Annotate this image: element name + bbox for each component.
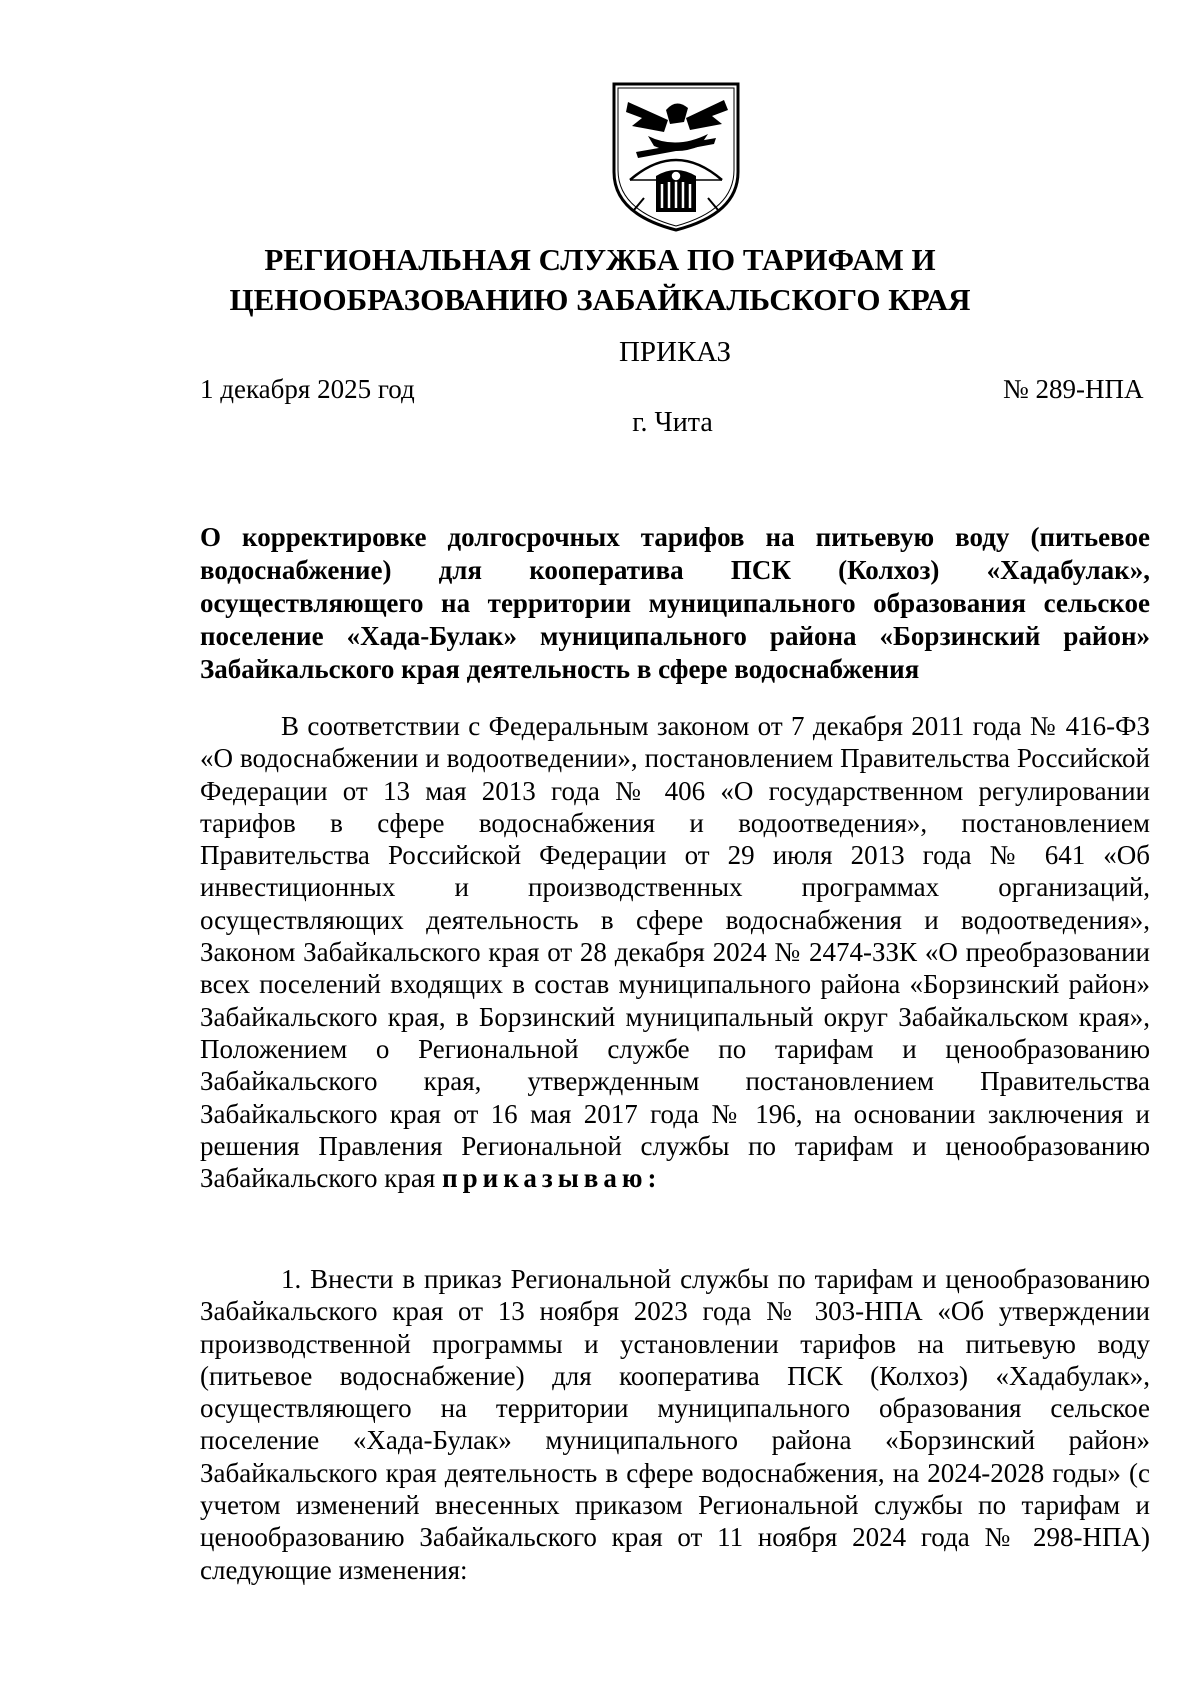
order-date: 1 декабря 2025 год [200, 374, 415, 404]
order-verb: приказываю: [442, 1163, 662, 1194]
order-item-1: 1. Внести в приказ Региональной службы по тарифам и ценообразованию Забайкальского края от 13 ноября 2023 года № 303-НПА «Об утверждении производственной программы и установлении тарифов на питьевую воду (питьевое водоснабжение) для кооператива ПСК (Колхоз) «Хадабулак», осуществляющего на территории муниципального образования сельское поселение «Хада-Булак» муниципального района «Борзинский район» Забайкальского края деятельность в сфере водоснабжения, на 2024-2028 годы» (с учетом изменений внесенных приказом Региональной службы по тарифам и ценообразованию Забайкальского края от 11 ноября 2024 года № 298-НПА) следующие изменения: [200, 1264, 1150, 1585]
document-type: ПРИКАЗ [618, 336, 732, 368]
order-subject: О корректировке долгосрочных тарифов на питьевую воду (питьевое водоснабжение) для кооператива ПСК (Колхоз) «Хадабулак», осуществляющего на территории муниципального образования сельское поселение «Хада-Булак» муниципального района «Борзинский район» Забайкальского края деятельность в сфере водоснабжения [200, 522, 1150, 684]
order-number: № 289-НПА [1003, 374, 1144, 404]
order-city: г. Чита [632, 407, 713, 438]
preamble-text: В соответствии с Федеральным законом от 7 декабря 2011 года № 416-ФЗ «О водоснабжении и водоотведении», постановлением Правительства Российской Федерации от 13 мая 2013 года № 406 «О государственном регулировании тарифов в сфере водоснабжения и водоотведения», постановлением Правительства Российской Федерации от 29 июля 2013 года № 641 «Об инвестиционных и производственных программах организаций, осуществляющих деятельность в сфере водоснабжения и водоотведения», Законом Забайкальского края от 28 декабря 2024 № 2474-ЗЗК «О преобразовании всех поселений входящих в состав муниципального района «Борзинский район» Забайкальского края, в Борзинский муниципальный округ Забайкальском края», Положением о Региональной службе по тарифам и ценообразованию Забайкальского края, утвержденным постановлением Правительства Забайкальского края от 16 мая 2017 года № 196, на основании заключения и решения Правления Региональной службы по тарифам и ценообразованию Забайкальского края [200, 711, 1150, 1194]
organization-title: РЕГИОНАЛЬНАЯ СЛУЖБА ПО ТАРИФАМ И ЦЕНООБРАЗОВАНИЮ ЗАБАЙКАЛЬСКОГО КРАЯ [229, 242, 971, 317]
coat-of-arms-icon [608, 80, 744, 232]
order-preamble [200, 710, 1150, 1194]
